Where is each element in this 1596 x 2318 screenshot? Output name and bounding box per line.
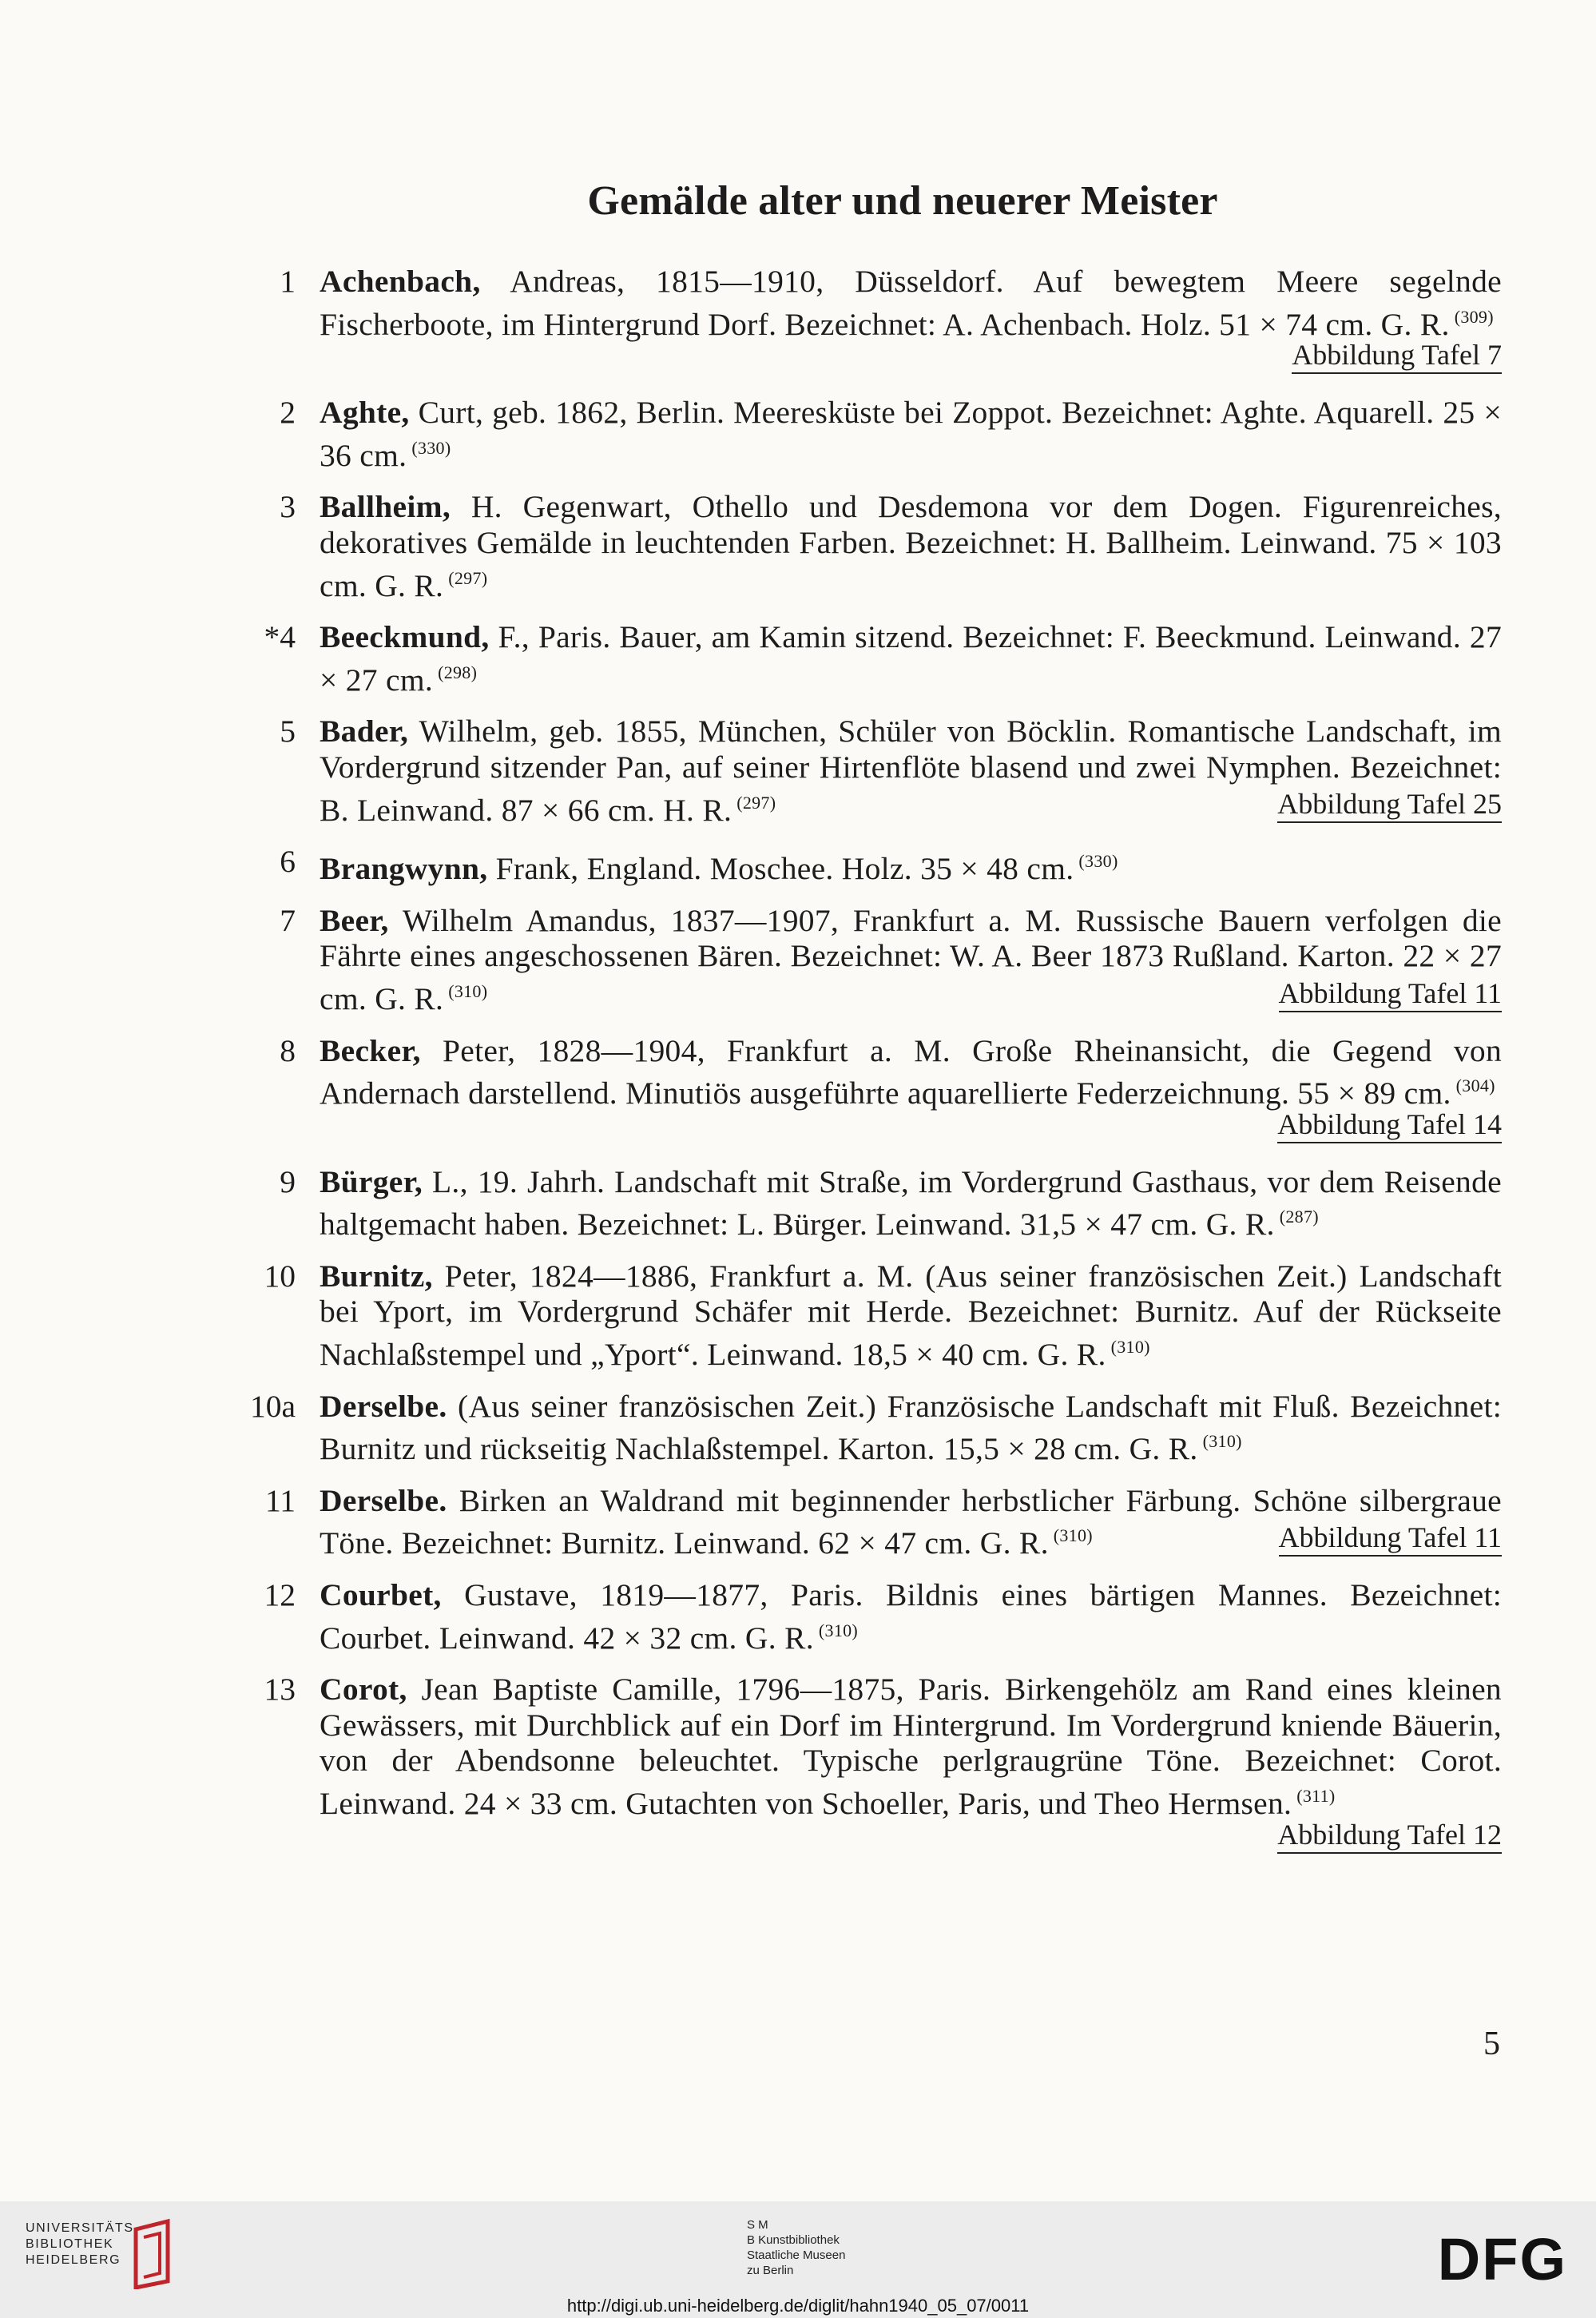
plate-reference: Abbildung Tafel 25 [1277,788,1502,823]
artist-name: Becker, [320,1032,421,1068]
kunstbibliothek-logo [747,2217,845,2278]
plate-reference-row [320,339,1502,379]
artist-name: Aghte, [320,395,410,431]
entry-description: Wilhelm, geb. 1855, München, Schüler von Böcklin. Romantische Landschaft, im Vordergrund sitzender Pan, auf seiner Hirtenflöte blasend und zwei Nymphen. Bezeichnet: B. Leinwand. 87 × 66 cm. H. R. [320,714,1502,828]
entry-number: 2 [280,395,296,431]
page-title: Gemälde alter und neuerer Meister [587,178,1218,224]
footer-bar [0,2201,1596,2318]
catalog-entry [264,1672,1502,1858]
artist-name: Corot, [320,1672,407,1708]
entry-description: L., 19. Jahrh. Landschaft mit Straße, im Vordergrund Gasthaus, vor dem Reisende haltgemacht haben. Bezeichnet: L. Bürger. Leinwand. 31,5 × 47 cm. G. R. [320,1163,1502,1242]
entry-body [320,1577,1502,1656]
entry-description: Andreas, 1815—1910, Düsseldorf. Auf bewegtem Meere segelnde Fischerboote, im Hintergrund Dorf. Bezeichnet: A. Achenbach. Holz. 51 × 74 cm. G. R. [320,264,1502,342]
entry-body [320,395,1502,473]
catalog-entry [280,1163,1502,1242]
catalog-entry [249,1388,1502,1467]
entry-body [320,1389,1502,1467]
entry-number: 8 [280,1032,296,1068]
reference-number: (310) [448,980,488,1001]
catalog-entry [280,844,1502,887]
catalog-entry [280,714,1502,828]
uni-line-1: UNIVERSITÄTS- [26,2221,140,2235]
entry-number: 10 [264,1258,296,1294]
dfg-logo[interactable]: DFG [1437,2226,1567,2292]
entry-number: 3 [280,489,296,525]
reference-number: (311) [1296,1786,1336,1806]
uni-line-3: HEIDELBERG [26,2253,121,2267]
entry-description: Frank, England. Moschee. Holz. 35 × 48 cm. [495,851,1074,887]
entry-body [320,489,1502,603]
artist-name: Beeckmund, [320,619,490,655]
plate-reference: Abbildung Tafel 11 [1279,977,1502,1012]
center-line-2: B Kunstbibliothek [747,2233,840,2247]
entry-number: 7 [280,902,296,938]
artist-name: Brangwynn, [320,851,488,887]
page-number: 5 [1483,2026,1500,2062]
artist-name: Achenbach, [320,264,481,299]
center-line-4: zu Berlin [747,2264,794,2277]
catalog-entry [280,489,1502,603]
source-url-link[interactable]: http://digi.ub.uni-heidelberg.de/diglit/hahn1940_05_07/0011 [566,2296,1030,2316]
reference-number: (310) [1110,1337,1150,1358]
entry-description: H. Gegenwart, Othello und Desdemona vor dem Dogen. Figurenreiches, dekoratives Gemälde in leuchtenden Farben. Bezeichnet: H. Ballheim. Leinwand. 75 × 103 cm. G. R. [320,489,1502,603]
catalog-entry [264,1258,1502,1373]
reference-number: (304) [1455,1076,1495,1096]
entry-description: Peter, 1828—1904, Frankfurt a. M. Große Rheinansicht, die Gegend von Andernach darstellend. Minutiös ausgeführte aquarellierte Federzeichnung. 55 × 89 cm. [320,1032,1502,1111]
artist-name: Courbet, [320,1577,442,1613]
reference-number: (330) [1078,851,1118,872]
entry-body [320,1164,1502,1242]
entry-description: (Aus seiner französischen Zeit.) Französische Landschaft mit Fluß. Bezeichnet: Burnitz und rückseitig Nachlaßstempel. Karton. 15,5 × 28 cm. G. R. [320,1388,1502,1467]
artist-name: Bader, [320,714,409,749]
reference-number: (287) [1279,1207,1319,1227]
entry-description: F., Paris. Bauer, am Kamin sitzend. Bezeichnet: F. Beeckmund. Leinwand. 27 × 27 cm. [320,619,1502,698]
entry-number: 12 [264,1577,296,1613]
plate-reference-row [320,1818,1502,1859]
entry-body [320,1258,1502,1373]
catalog-entry [264,1577,1502,1656]
artist-name: Bürger, [320,1163,423,1199]
entry-number: 13 [264,1672,296,1708]
entry-number: 1 [280,264,296,299]
reference-number: (297) [448,567,488,588]
artist-name: Derselbe. [320,1482,447,1518]
plate-reference-row [320,976,1502,1017]
artist-name: Beer, [320,902,389,938]
reference-number: (310) [1053,1525,1093,1546]
reference-number: (298) [438,662,478,682]
catalog-entries [249,264,1502,1875]
catalog-entry [280,264,1502,379]
entry-description: Peter, 1824—1886, Frankfurt a. M. (Aus seiner französischen Zeit.) Landschaft bei Yport, im Vordergrund Schäfer mit Herde. Bezeichnet: Burnitz. Auf der Rückseite Nachlaßstempel und „Yport“. Leinwand. 18,5 × 40 cm. G. R. [320,1258,1502,1373]
plate-reference: Abbildung Tafel 14 [1277,1108,1502,1143]
entry-description: Gustave, 1819—1877, Paris. Bildnis eines bärtigen Mannes. Bezeichnet: Courbet. Leinwand. 42 × 32 cm. G. R. [320,1577,1502,1656]
reference-number: (310) [1202,1431,1242,1452]
uni-mark-icon [120,2217,192,2289]
entry-number: 5 [280,714,296,749]
entry-description: Wilhelm Amandus, 1837—1907, Frankfurt a. M. Russische Bauern verfolgen die Fährte eines angeschossenen Bären. Bezeichnet: W. A. Beer 1873 Rußland. Karton. 22 × 27 cm. G. R. [320,902,1502,1016]
catalog-entry [264,619,1502,698]
catalog-entry [280,902,1502,1017]
plate-reference: Abbildung Tafel 7 [1292,339,1502,374]
center-line-3: Staatliche Museen [747,2248,846,2262]
entry-description: Jean Baptiste Camille, 1796—1875, Paris. Birkengehölz am Rand eines kleinen Gewässers, mit Durchblick auf ein Dorf im Hintergrund. Im Vordergrund kniende Bäuerin, von der Abendsonne beleuchtet. Typische perlgraugrüne Töne. Bezeichnet: Corot. Leinwand. 24 × 33 cm. Gutachten von Schoeller, Paris, und Theo Hermsen. [320,1672,1502,1821]
plate-reference: Abbildung Tafel 11 [1279,1521,1502,1557]
entry-description: Curt, geb. 1862, Berlin. Meeresküste bei Zoppot. Bezeichnet: Aghte. Aquarell. 25 × 36 cm. [320,395,1502,473]
entry-number: 10a [249,1388,296,1424]
entry-body [320,1033,1502,1111]
plate-reference-row [320,1107,1502,1148]
catalog-entry [280,1032,1502,1148]
artist-name: Ballheim, [320,489,451,525]
entry-body [320,264,1502,342]
center-line-1: S M [747,2218,768,2232]
entry-number: 11 [264,1482,296,1518]
catalog-entry [280,395,1502,473]
entry-body [320,1672,1502,1821]
entry-number: 9 [280,1163,296,1199]
artist-name: Derselbe. [320,1388,447,1424]
entry-description: Birken an Waldrand mit beginnender herbstlicher Färbung. Schöne silbergraue Töne. Bezeichnet: Burnitz. Leinwand. 62 × 47 cm. G. R. [320,1482,1502,1561]
plate-reference-row [320,788,1502,828]
entry-number: *4 [264,619,296,655]
plate-reference: Abbildung Tafel 12 [1277,1819,1502,1854]
reference-number: (309) [1454,306,1494,327]
entry-number: 6 [280,844,296,880]
entry-body [320,619,1502,698]
catalog-entry [264,1482,1502,1561]
entry-body [320,844,1502,887]
reference-number: (330) [411,437,451,458]
artist-name: Burnitz, [320,1258,433,1294]
reference-number: (310) [818,1620,859,1640]
uni-line-2: BIBLIOTHEK [26,2237,114,2251]
reference-number: (297) [736,792,776,813]
